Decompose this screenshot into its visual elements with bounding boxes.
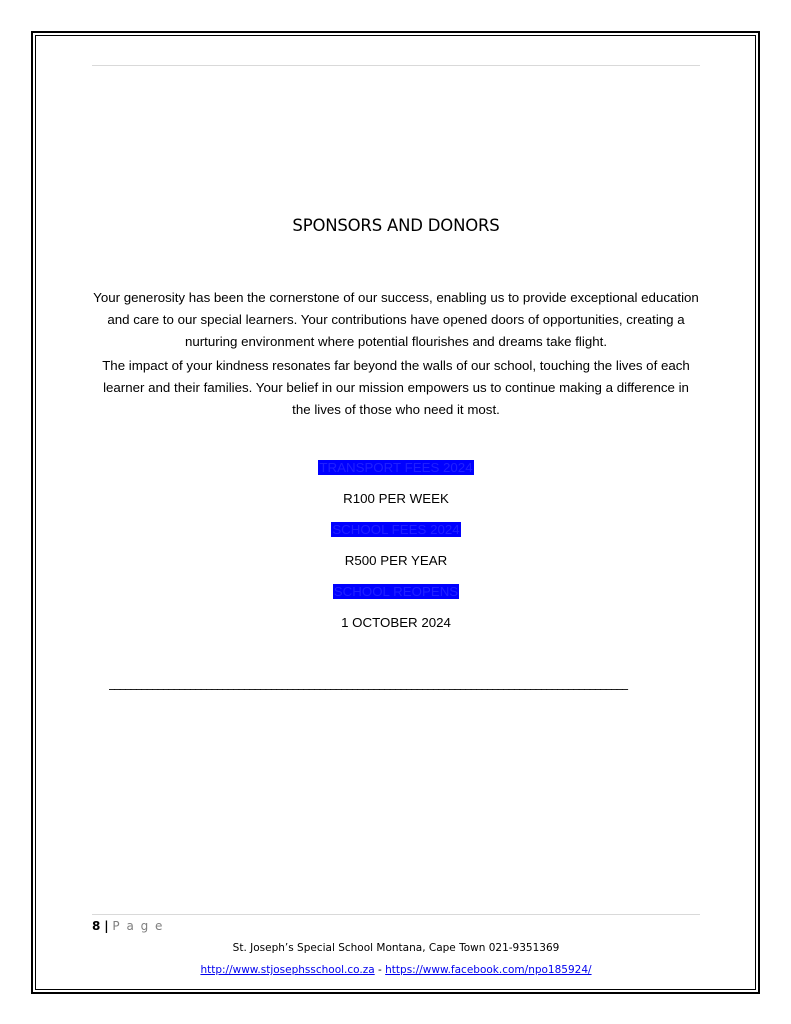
notice-school-fees-value: R500 PER YEAR xyxy=(344,553,448,568)
footer-links xyxy=(92,962,700,978)
highlighted-text: SCHOOL FEES 2024 xyxy=(332,522,460,537)
notice-school-reopens-value: 1 OCTOBER 2024 xyxy=(341,615,451,630)
page-title: SPONSORS AND DONORS xyxy=(292,216,500,235)
notice-transport-fees-value: R100 PER WEEK xyxy=(343,491,449,506)
page-number-value: 8 xyxy=(92,919,101,933)
link-separator: - xyxy=(374,964,386,976)
page-number xyxy=(92,918,164,934)
footer-rule xyxy=(92,914,700,915)
underscore-divider: ________________________________________________________________________________________________ xyxy=(109,676,628,690)
page-number-separator: | xyxy=(104,919,109,933)
paragraph-generosity: Your generosity has been the cornerstone of our success, enabling us to provide exceptional education and care to our special learners. Your contributions have opened doors of opportunities, creating a nurturing environment where potential flourishes and dreams take flight. xyxy=(93,290,699,349)
notice-school-fees-label xyxy=(92,521,700,539)
notice-school-reopens-label xyxy=(92,583,700,601)
page-border-inner xyxy=(35,35,756,990)
paragraph-impact: The impact of your kindness resonates far beyond the walls of our school, touching the lives of each learner and their families. Your belief in our mission empowers us to continue making a difference in the lives of those who need it most. xyxy=(102,358,690,417)
page-label: P a g e xyxy=(112,919,164,933)
footer-address: St. Joseph’s Special School Montana, Cape Town 021-9351369 xyxy=(232,942,560,954)
website-link[interactable]: http://www.stjosephsschool.co.za xyxy=(200,964,375,976)
facebook-link[interactable]: https://www.facebook.com/npo185924/ xyxy=(385,964,592,976)
header-rule xyxy=(92,65,700,66)
highlighted-text: TRANSPORT FEES 2024 xyxy=(319,460,473,475)
highlighted-text: SCHOOL REOPENS xyxy=(333,584,459,599)
notice-transport-fees-label xyxy=(92,459,700,477)
